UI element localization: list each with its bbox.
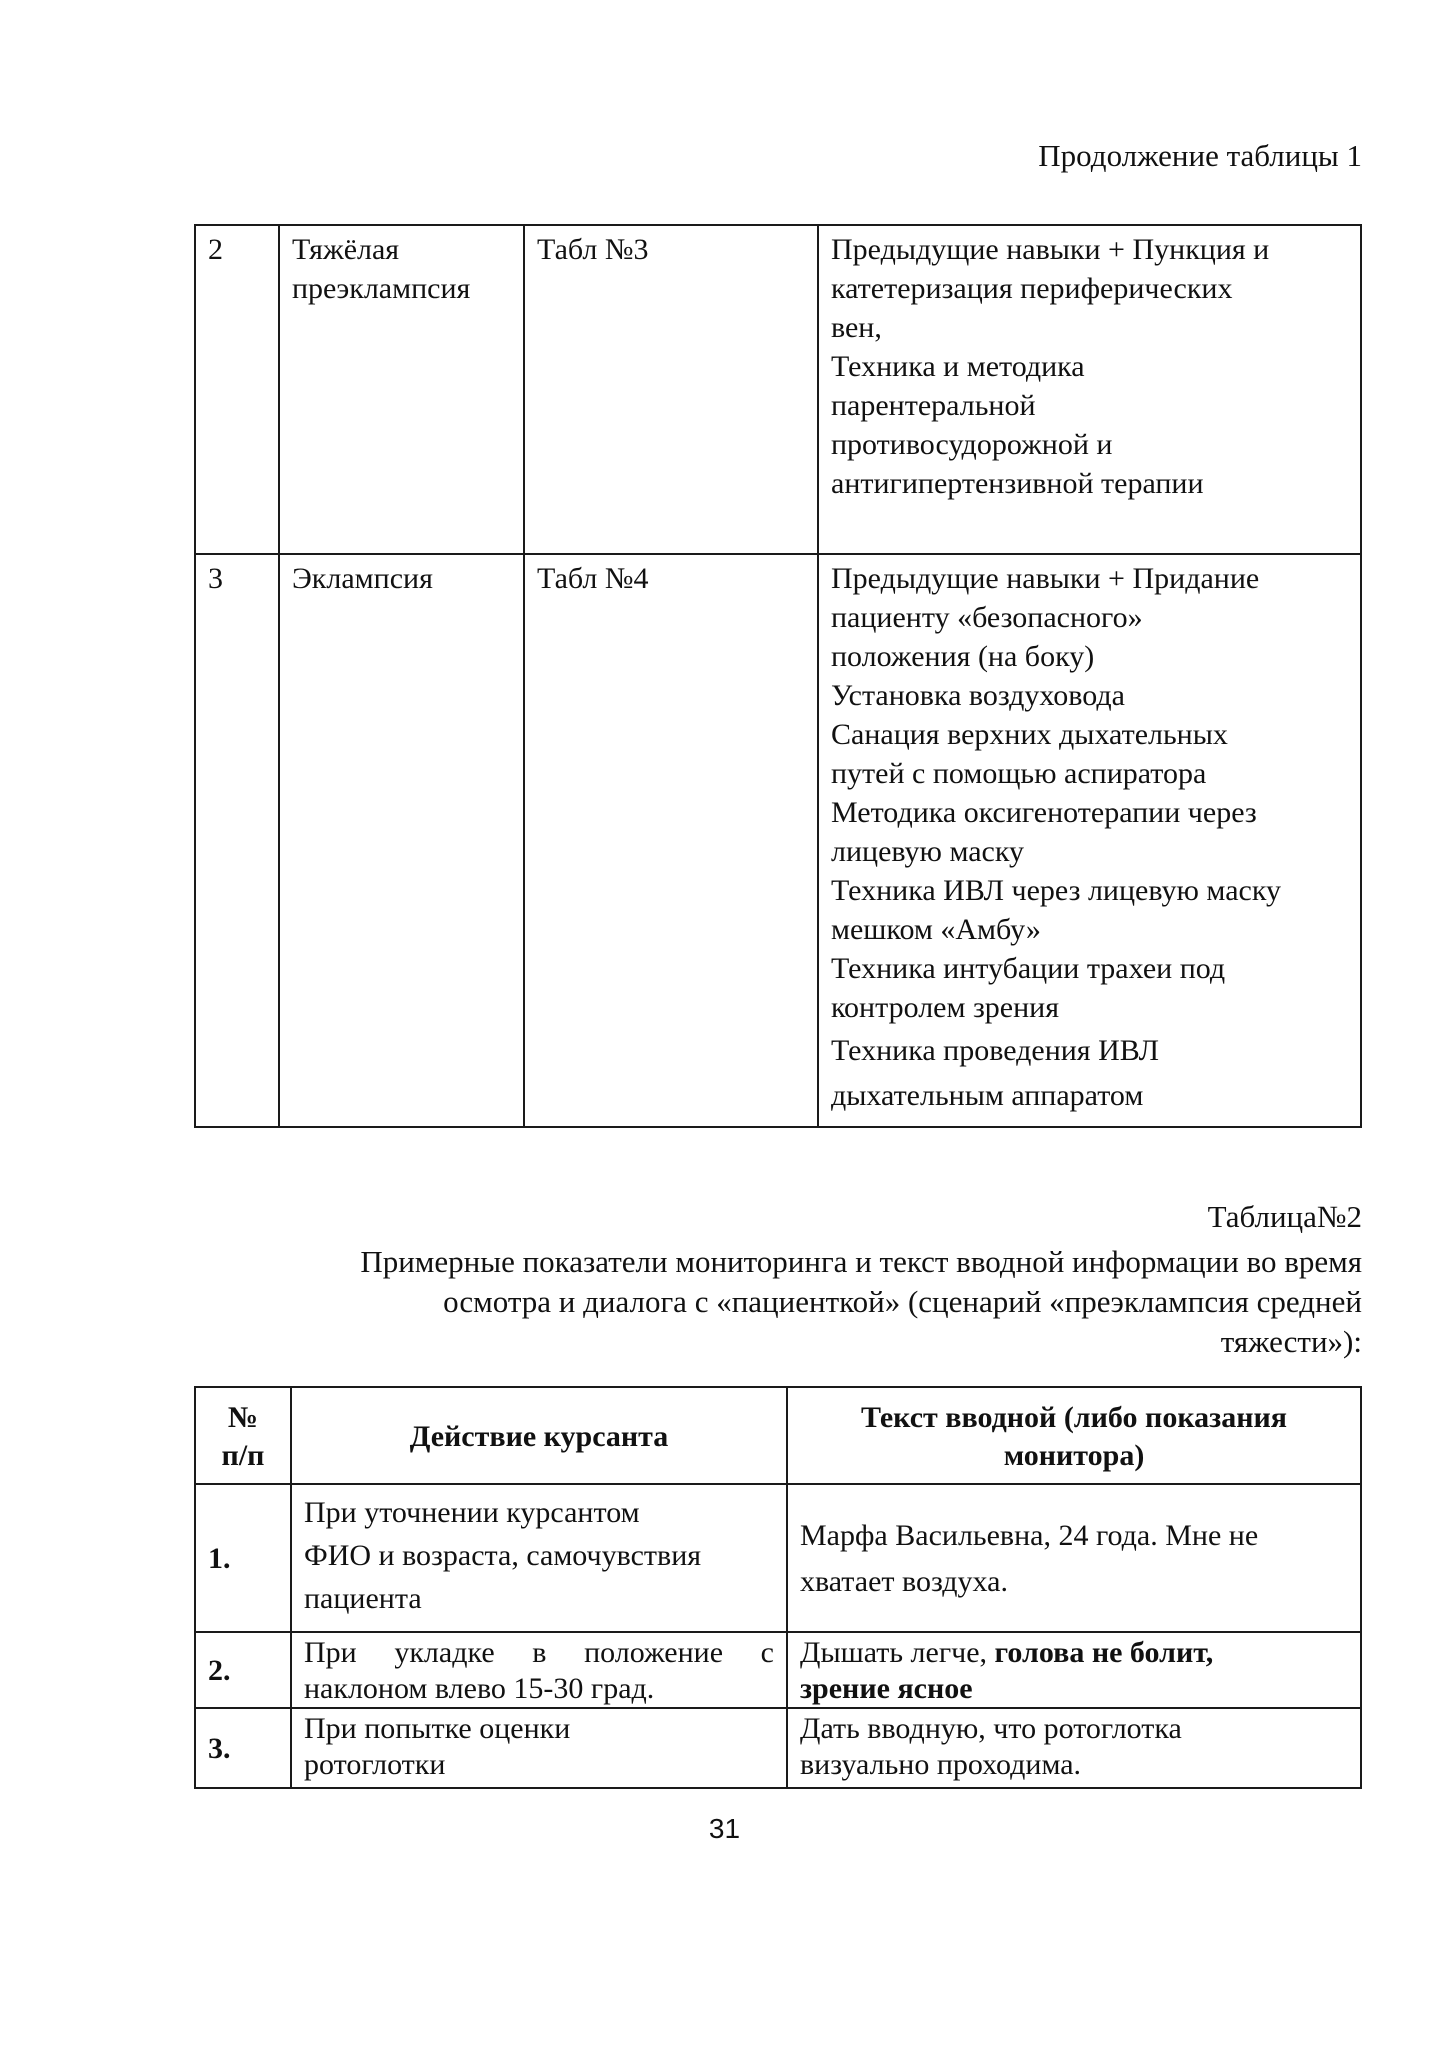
table-header-row (195, 1387, 1361, 1484)
header-text-line: Текст вводной (либо показания (860, 1400, 1288, 1434)
text-cell (787, 1484, 1361, 1632)
skill-line: лицевую маску (831, 835, 1025, 868)
caption-line: осмотра и диалога с «пациенткой» (сценарий «преэклампсия средней (443, 1284, 1362, 1319)
text-cell (787, 1708, 1361, 1788)
skills-cell (818, 225, 1361, 554)
action-line: ФИО и возраста, самочувствия (304, 1539, 702, 1572)
page-number: 31 (708, 1813, 741, 1844)
skill-line: Методика оксигенотерапии через (831, 796, 1257, 829)
skill-line: Техника интубации трахеи под (831, 952, 1226, 985)
skill-line: парентеральной (831, 389, 1036, 422)
row-number: 2 (195, 225, 279, 554)
action-line: наклоном влево 15-30 град. (304, 1672, 655, 1705)
skill-line: Техника ИВЛ через лицевую маску (831, 874, 1281, 907)
skill-line: путей с помощью аспиратора (831, 757, 1207, 790)
text-line: визуально проходима. (800, 1748, 1082, 1781)
continuation-label: Продолжение таблицы 1 (1038, 138, 1362, 173)
action-cell (291, 1632, 787, 1708)
condition-name (279, 554, 524, 1127)
caption-line: тяжести»): (1220, 1324, 1362, 1359)
skill-line: дыхательным аппаратом (831, 1079, 1144, 1112)
header-text (787, 1387, 1361, 1484)
table-2 (194, 1386, 1362, 1789)
skill-line: Предыдущие навыки + Пункция и (831, 233, 1270, 266)
table-2-label: Таблица№2 (1207, 1199, 1362, 1234)
text-cell (787, 1632, 1361, 1708)
skill-line: Техника проведения ИВЛ (831, 1034, 1159, 1067)
condition-name (279, 225, 524, 554)
condition-name-line: преэклампсия (292, 272, 471, 305)
skill-line: мешком «Амбу» (831, 913, 1041, 946)
skill-line: Установка воздуховода (831, 679, 1125, 712)
table-reference: Табл №3 (524, 225, 818, 554)
header-number (195, 1387, 291, 1484)
header-number-line: № (227, 1400, 259, 1434)
action-cell (291, 1708, 787, 1788)
skill-line: антигипертензивной терапии (831, 467, 1204, 500)
condition-name-line: Эклампсия (292, 562, 433, 595)
caption-line: Примерные показатели мониторинга и текст вводной информации во время (360, 1244, 1362, 1279)
text-line: Дать вводную, что ротоглотка (800, 1712, 1182, 1745)
text-bold: голова не болит, (994, 1636, 1214, 1669)
table-row (195, 554, 1361, 1127)
skill-line: катетеризация периферических (831, 272, 1233, 305)
table-row (195, 1484, 1361, 1632)
table-1-continuation (194, 224, 1362, 1128)
action-line: При уточнении курсантом (304, 1496, 640, 1529)
action-line: ротоглотки (304, 1748, 446, 1781)
table-row (195, 1708, 1361, 1788)
skill-line: Санация верхних дыхательных (831, 718, 1228, 751)
action-line: При попытке оценки (304, 1712, 571, 1745)
text-line: Марфа Васильевна, 24 года. Мне не (800, 1519, 1259, 1552)
table-row (195, 225, 1361, 554)
action-line: пациента (304, 1582, 422, 1615)
header-text-line: монитора) (1003, 1438, 1145, 1472)
action-cell (291, 1484, 787, 1632)
table-row (195, 1632, 1361, 1708)
table-reference: Табл №4 (524, 554, 818, 1127)
skill-line: пациенту «безопасного» (831, 601, 1143, 634)
action-line: При укладке в положение с (304, 1636, 774, 1669)
text-bold-line: зрение ясное (800, 1672, 973, 1705)
skill-line: Предыдущие навыки + Придание (831, 562, 1260, 595)
skill-line: противосудорожной и (831, 428, 1113, 461)
row-number: 3 (195, 554, 279, 1127)
table-2-caption (220, 1242, 1362, 1362)
text-line: хватает воздуха. (800, 1565, 1008, 1598)
skills-cell (818, 554, 1361, 1127)
text-plain: Дышать легче, (800, 1636, 995, 1669)
row-number: 1. (195, 1484, 291, 1632)
header-action: Действие курсанта (291, 1387, 787, 1484)
condition-name-line: Тяжёлая (292, 233, 400, 266)
row-number: 3. (195, 1708, 291, 1788)
skill-line: вен, (831, 311, 882, 344)
header-number-line: п/п (221, 1438, 265, 1472)
skill-line: контролем зрения (831, 991, 1060, 1024)
text-line (800, 1635, 1348, 1671)
skill-line: положения (на боку) (831, 640, 1095, 673)
row-number: 2. (195, 1632, 291, 1708)
skill-line: Техника и методика (831, 350, 1085, 383)
